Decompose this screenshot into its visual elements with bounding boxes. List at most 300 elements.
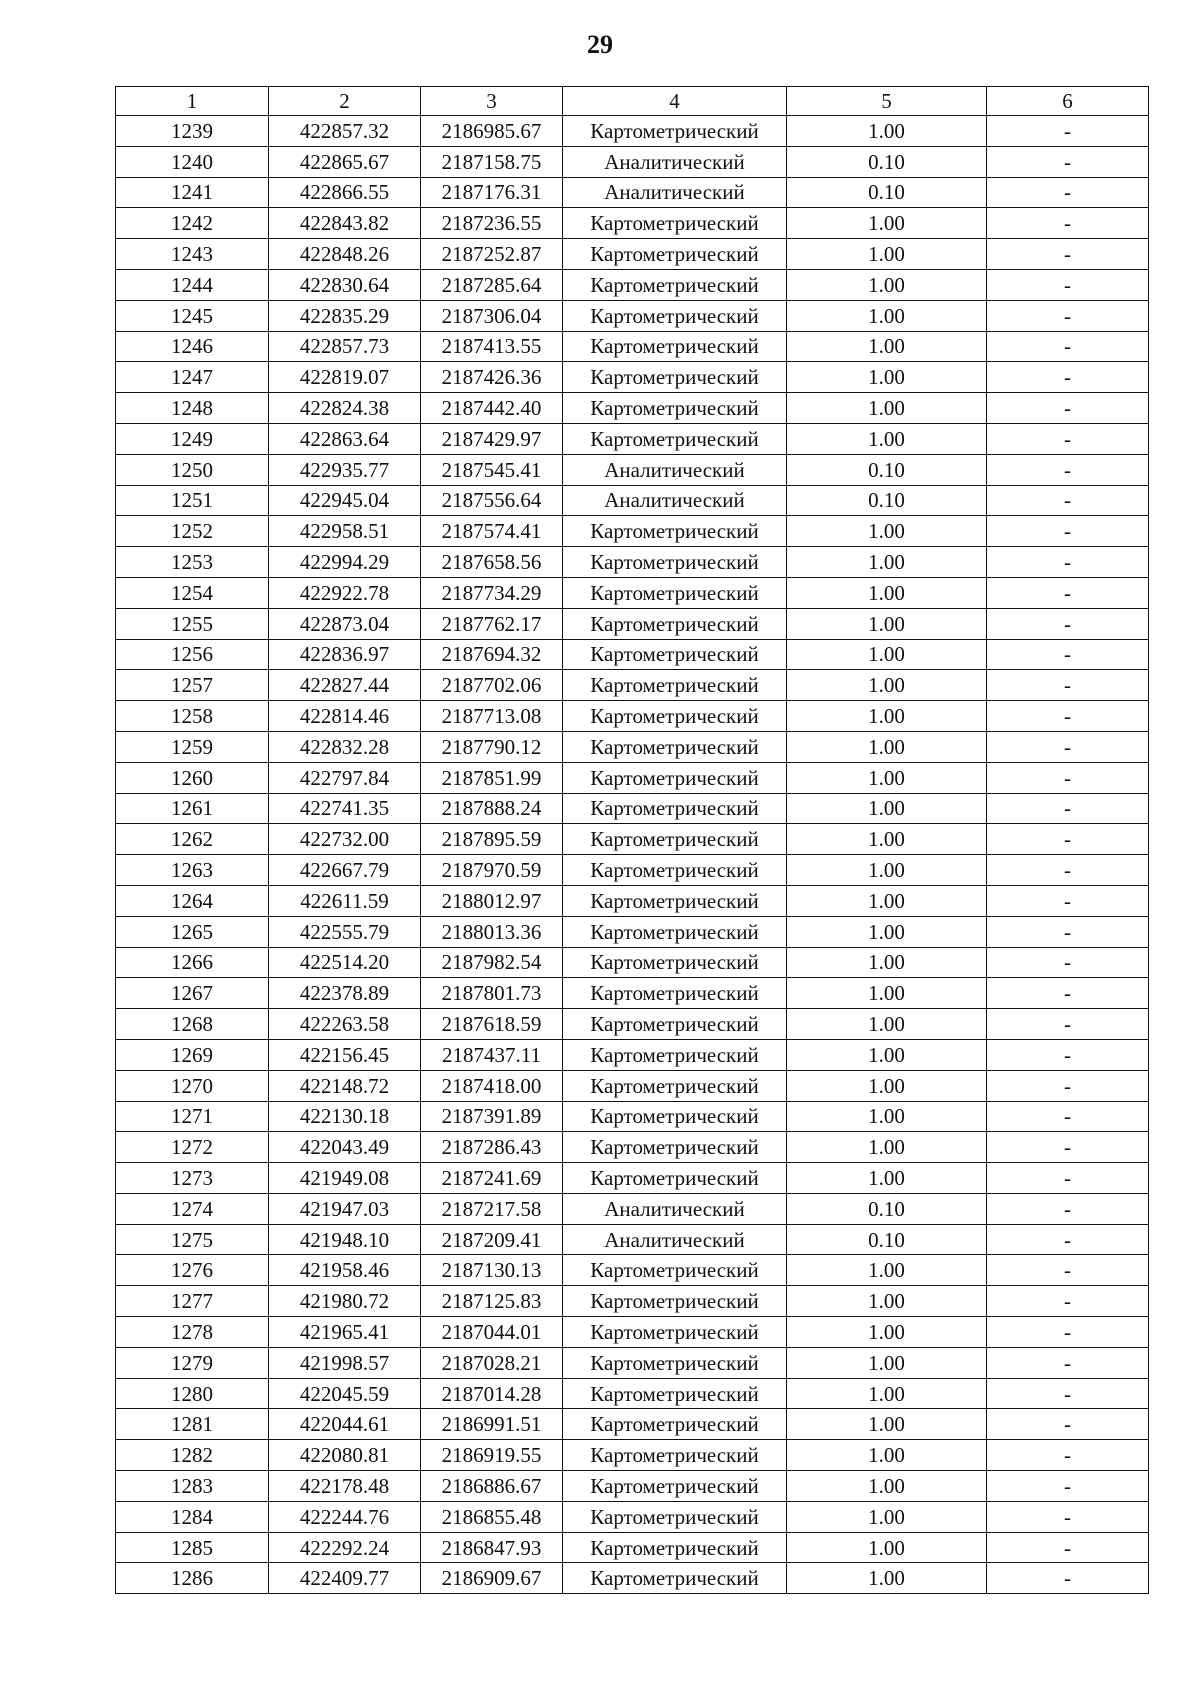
point-number-cell: 1254: [116, 577, 269, 608]
method-cell: Картометрический: [563, 1471, 787, 1502]
point-number-cell: 1240: [116, 146, 269, 177]
accuracy-cell: 1.00: [787, 855, 987, 886]
point-number-cell: 1243: [116, 239, 269, 270]
point-number-cell: 1284: [116, 1501, 269, 1532]
point-number-cell: 1245: [116, 300, 269, 331]
method-cell: Картометрический: [563, 1317, 787, 1348]
note-cell: -: [987, 1039, 1149, 1070]
point-number-cell: 1271: [116, 1101, 269, 1132]
note-cell: -: [987, 423, 1149, 454]
point-number-cell: 1275: [116, 1224, 269, 1255]
note-cell: -: [987, 824, 1149, 855]
table-row: [116, 670, 1149, 701]
method-cell: Картометрический: [563, 208, 787, 239]
y-coordinate-cell: 2187044.01: [421, 1317, 563, 1348]
point-number-cell: 1286: [116, 1563, 269, 1594]
accuracy-cell: 1.00: [787, 608, 987, 639]
x-coordinate-cell: 422156.45: [269, 1039, 421, 1070]
y-coordinate-cell: 2187734.29: [421, 577, 563, 608]
point-number-cell: 1272: [116, 1132, 269, 1163]
method-cell: Картометрический: [563, 1501, 787, 1532]
x-coordinate-cell: 422043.49: [269, 1132, 421, 1163]
y-coordinate-cell: 2188013.36: [421, 916, 563, 947]
accuracy-cell: 0.10: [787, 454, 987, 485]
x-coordinate-cell: 421949.08: [269, 1163, 421, 1194]
y-coordinate-cell: 2187790.12: [421, 731, 563, 762]
method-cell: Картометрический: [563, 947, 787, 978]
point-number-cell: 1265: [116, 916, 269, 947]
note-cell: -: [987, 547, 1149, 578]
y-coordinate-cell: 2186909.67: [421, 1563, 563, 1594]
column-header-1: 1: [116, 87, 269, 116]
y-coordinate-cell: 2187028.21: [421, 1347, 563, 1378]
note-cell: -: [987, 577, 1149, 608]
x-coordinate-cell: 422130.18: [269, 1101, 421, 1132]
table-row: [116, 885, 1149, 916]
accuracy-cell: 1.00: [787, 208, 987, 239]
y-coordinate-cell: 2187556.64: [421, 485, 563, 516]
x-coordinate-cell: 422994.29: [269, 547, 421, 578]
y-coordinate-cell: 2187125.83: [421, 1286, 563, 1317]
table-row: [116, 855, 1149, 886]
method-cell: Картометрический: [563, 1132, 787, 1163]
x-coordinate-cell: 422827.44: [269, 670, 421, 701]
table-row: [116, 547, 1149, 578]
table-row: [116, 269, 1149, 300]
table-row: [116, 1409, 1149, 1440]
note-cell: -: [987, 639, 1149, 670]
point-number-cell: 1251: [116, 485, 269, 516]
y-coordinate-cell: 2187713.08: [421, 701, 563, 732]
table-row: [116, 916, 1149, 947]
point-number-cell: 1241: [116, 177, 269, 208]
y-coordinate-cell: 2187217.58: [421, 1193, 563, 1224]
point-number-cell: 1273: [116, 1163, 269, 1194]
x-coordinate-cell: 422263.58: [269, 1009, 421, 1040]
x-coordinate-cell: 421958.46: [269, 1255, 421, 1286]
y-coordinate-cell: 2187851.99: [421, 762, 563, 793]
table-row: [116, 362, 1149, 393]
point-number-cell: 1244: [116, 269, 269, 300]
note-cell: -: [987, 1501, 1149, 1532]
table-header: [116, 87, 1149, 116]
note-cell: -: [987, 1378, 1149, 1409]
accuracy-cell: 0.10: [787, 485, 987, 516]
point-number-cell: 1274: [116, 1193, 269, 1224]
note-cell: -: [987, 1440, 1149, 1471]
method-cell: Картометрический: [563, 670, 787, 701]
note-cell: -: [987, 1101, 1149, 1132]
method-cell: Картометрический: [563, 639, 787, 670]
x-coordinate-cell: 422836.97: [269, 639, 421, 670]
x-coordinate-cell: 422958.51: [269, 516, 421, 547]
x-coordinate-cell: 422830.64: [269, 269, 421, 300]
point-number-cell: 1278: [116, 1317, 269, 1348]
y-coordinate-cell: 2187014.28: [421, 1378, 563, 1409]
method-cell: Аналитический: [563, 485, 787, 516]
accuracy-cell: 1.00: [787, 1039, 987, 1070]
note-cell: -: [987, 1009, 1149, 1040]
accuracy-cell: 1.00: [787, 1070, 987, 1101]
y-coordinate-cell: 2187391.89: [421, 1101, 563, 1132]
note-cell: -: [987, 454, 1149, 485]
note-cell: -: [987, 485, 1149, 516]
point-number-cell: 1250: [116, 454, 269, 485]
note-cell: -: [987, 1163, 1149, 1194]
method-cell: Картометрический: [563, 1347, 787, 1378]
note-cell: -: [987, 1070, 1149, 1101]
point-number-cell: 1258: [116, 701, 269, 732]
point-number-cell: 1261: [116, 793, 269, 824]
x-coordinate-cell: 422866.55: [269, 177, 421, 208]
table-row: [116, 423, 1149, 454]
method-cell: Картометрический: [563, 362, 787, 393]
y-coordinate-cell: 2186985.67: [421, 116, 563, 147]
coordinates-table: [115, 86, 1149, 1594]
table-row: [116, 116, 1149, 147]
point-number-cell: 1263: [116, 855, 269, 886]
x-coordinate-cell: 422863.64: [269, 423, 421, 454]
y-coordinate-cell: 2187895.59: [421, 824, 563, 855]
x-coordinate-cell: 422667.79: [269, 855, 421, 886]
accuracy-cell: 1.00: [787, 1501, 987, 1532]
y-coordinate-cell: 2187437.11: [421, 1039, 563, 1070]
note-cell: -: [987, 208, 1149, 239]
point-number-cell: 1279: [116, 1347, 269, 1378]
accuracy-cell: 1.00: [787, 701, 987, 732]
x-coordinate-cell: 422044.61: [269, 1409, 421, 1440]
y-coordinate-cell: 2187694.32: [421, 639, 563, 670]
accuracy-cell: 1.00: [787, 793, 987, 824]
table-row: [116, 454, 1149, 485]
table-row: [116, 1378, 1149, 1409]
note-cell: -: [987, 916, 1149, 947]
point-number-cell: 1259: [116, 731, 269, 762]
accuracy-cell: 1.00: [787, 1563, 987, 1594]
y-coordinate-cell: 2187418.00: [421, 1070, 563, 1101]
y-coordinate-cell: 2187209.41: [421, 1224, 563, 1255]
accuracy-cell: 1.00: [787, 762, 987, 793]
y-coordinate-cell: 2187574.41: [421, 516, 563, 547]
table-row: [116, 331, 1149, 362]
table-row: [116, 300, 1149, 331]
note-cell: -: [987, 116, 1149, 147]
table-row: [116, 1471, 1149, 1502]
point-number-cell: 1239: [116, 116, 269, 147]
x-coordinate-cell: 421980.72: [269, 1286, 421, 1317]
table-row: [116, 1132, 1149, 1163]
point-number-cell: 1281: [116, 1409, 269, 1440]
note-cell: -: [987, 608, 1149, 639]
table-row: [116, 516, 1149, 547]
method-cell: Картометрический: [563, 1532, 787, 1563]
point-number-cell: 1269: [116, 1039, 269, 1070]
accuracy-cell: 1.00: [787, 116, 987, 147]
note-cell: -: [987, 362, 1149, 393]
method-cell: Картометрический: [563, 1563, 787, 1594]
accuracy-cell: 1.00: [787, 1101, 987, 1132]
note-cell: -: [987, 1286, 1149, 1317]
x-coordinate-cell: 422935.77: [269, 454, 421, 485]
table-row: [116, 393, 1149, 424]
note-cell: -: [987, 1317, 1149, 1348]
point-number-cell: 1282: [116, 1440, 269, 1471]
y-coordinate-cell: 2187241.69: [421, 1163, 563, 1194]
x-coordinate-cell: 421948.10: [269, 1224, 421, 1255]
table-row: [116, 1193, 1149, 1224]
point-number-cell: 1268: [116, 1009, 269, 1040]
method-cell: Картометрический: [563, 855, 787, 886]
method-cell: Аналитический: [563, 177, 787, 208]
point-number-cell: 1285: [116, 1532, 269, 1563]
method-cell: Картометрический: [563, 1039, 787, 1070]
method-cell: Картометрический: [563, 239, 787, 270]
point-number-cell: 1277: [116, 1286, 269, 1317]
accuracy-cell: 1.00: [787, 423, 987, 454]
method-cell: Картометрический: [563, 516, 787, 547]
note-cell: -: [987, 885, 1149, 916]
point-number-cell: 1248: [116, 393, 269, 424]
method-cell: Картометрический: [563, 978, 787, 1009]
accuracy-cell: 1.00: [787, 1317, 987, 1348]
x-coordinate-cell: 422555.79: [269, 916, 421, 947]
table-row: [116, 731, 1149, 762]
method-cell: Картометрический: [563, 1101, 787, 1132]
accuracy-cell: 0.10: [787, 1224, 987, 1255]
note-cell: -: [987, 855, 1149, 886]
y-coordinate-cell: 2188012.97: [421, 885, 563, 916]
note-cell: -: [987, 1563, 1149, 1594]
y-coordinate-cell: 2187658.56: [421, 547, 563, 578]
x-coordinate-cell: 422514.20: [269, 947, 421, 978]
note-cell: -: [987, 1409, 1149, 1440]
point-number-cell: 1257: [116, 670, 269, 701]
x-coordinate-cell: 422178.48: [269, 1471, 421, 1502]
x-coordinate-cell: 422797.84: [269, 762, 421, 793]
y-coordinate-cell: 2187702.06: [421, 670, 563, 701]
table-row: [116, 1101, 1149, 1132]
x-coordinate-cell: 422819.07: [269, 362, 421, 393]
y-coordinate-cell: 2187442.40: [421, 393, 563, 424]
accuracy-cell: 1.00: [787, 947, 987, 978]
accuracy-cell: 1.00: [787, 670, 987, 701]
accuracy-cell: 0.10: [787, 1193, 987, 1224]
accuracy-cell: 1.00: [787, 1532, 987, 1563]
x-coordinate-cell: 422857.73: [269, 331, 421, 362]
accuracy-cell: 1.00: [787, 1163, 987, 1194]
note-cell: -: [987, 670, 1149, 701]
table-row: [116, 177, 1149, 208]
accuracy-cell: 1.00: [787, 1471, 987, 1502]
x-coordinate-cell: 421965.41: [269, 1317, 421, 1348]
table-row: [116, 1255, 1149, 1286]
y-coordinate-cell: 2187429.97: [421, 423, 563, 454]
y-coordinate-cell: 2187982.54: [421, 947, 563, 978]
point-number-cell: 1256: [116, 639, 269, 670]
method-cell: Аналитический: [563, 1224, 787, 1255]
table-row: [116, 793, 1149, 824]
table-row: [116, 1286, 1149, 1317]
y-coordinate-cell: 2187888.24: [421, 793, 563, 824]
table-row: [116, 824, 1149, 855]
point-number-cell: 1270: [116, 1070, 269, 1101]
method-cell: Картометрический: [563, 731, 787, 762]
accuracy-cell: 1.00: [787, 1132, 987, 1163]
method-cell: Картометрический: [563, 1009, 787, 1040]
table-row: [116, 1163, 1149, 1194]
note-cell: -: [987, 300, 1149, 331]
accuracy-cell: 1.00: [787, 393, 987, 424]
x-coordinate-cell: 422292.24: [269, 1532, 421, 1563]
column-header-2: 2: [269, 87, 421, 116]
note-cell: -: [987, 731, 1149, 762]
y-coordinate-cell: 2187252.87: [421, 239, 563, 270]
accuracy-cell: 1.00: [787, 547, 987, 578]
y-coordinate-cell: 2186919.55: [421, 1440, 563, 1471]
x-coordinate-cell: 422814.46: [269, 701, 421, 732]
x-coordinate-cell: 421998.57: [269, 1347, 421, 1378]
point-number-cell: 1252: [116, 516, 269, 547]
method-cell: Аналитический: [563, 146, 787, 177]
accuracy-cell: 1.00: [787, 1009, 987, 1040]
note-cell: -: [987, 146, 1149, 177]
method-cell: Картометрический: [563, 701, 787, 732]
x-coordinate-cell: 422741.35: [269, 793, 421, 824]
table-row: [116, 208, 1149, 239]
method-cell: Картометрический: [563, 793, 787, 824]
accuracy-cell: 1.00: [787, 885, 987, 916]
note-cell: -: [987, 269, 1149, 300]
accuracy-cell: 1.00: [787, 331, 987, 362]
x-coordinate-cell: 422945.04: [269, 485, 421, 516]
note-cell: -: [987, 1224, 1149, 1255]
y-coordinate-cell: 2187618.59: [421, 1009, 563, 1040]
accuracy-cell: 1.00: [787, 269, 987, 300]
point-number-cell: 1264: [116, 885, 269, 916]
x-coordinate-cell: 422080.81: [269, 1440, 421, 1471]
y-coordinate-cell: 2186991.51: [421, 1409, 563, 1440]
accuracy-cell: 1.00: [787, 577, 987, 608]
table-row: [116, 947, 1149, 978]
y-coordinate-cell: 2187158.75: [421, 146, 563, 177]
method-cell: Аналитический: [563, 454, 787, 485]
table-row: [116, 978, 1149, 1009]
method-cell: Картометрический: [563, 269, 787, 300]
method-cell: Картометрический: [563, 608, 787, 639]
note-cell: -: [987, 1347, 1149, 1378]
y-coordinate-cell: 2187801.73: [421, 978, 563, 1009]
page-number: 29: [587, 30, 613, 59]
method-cell: Картометрический: [563, 331, 787, 362]
method-cell: Картометрический: [563, 1409, 787, 1440]
accuracy-cell: 1.00: [787, 516, 987, 547]
note-cell: -: [987, 762, 1149, 793]
method-cell: Картометрический: [563, 393, 787, 424]
point-number-cell: 1276: [116, 1255, 269, 1286]
note-cell: -: [987, 1532, 1149, 1563]
y-coordinate-cell: 2187545.41: [421, 454, 563, 485]
accuracy-cell: 1.00: [787, 1286, 987, 1317]
method-cell: Картометрический: [563, 916, 787, 947]
x-coordinate-cell: 422409.77: [269, 1563, 421, 1594]
point-number-cell: 1249: [116, 423, 269, 454]
y-coordinate-cell: 2187970.59: [421, 855, 563, 886]
accuracy-cell: 1.00: [787, 1347, 987, 1378]
note-cell: -: [987, 331, 1149, 362]
table-row: [116, 1347, 1149, 1378]
note-cell: -: [987, 393, 1149, 424]
column-header-5: 5: [787, 87, 987, 116]
point-number-cell: 1242: [116, 208, 269, 239]
column-header-4: 4: [563, 87, 787, 116]
column-header-6: 6: [987, 87, 1149, 116]
table-row: [116, 1009, 1149, 1040]
point-number-cell: 1247: [116, 362, 269, 393]
note-cell: -: [987, 947, 1149, 978]
accuracy-cell: 1.00: [787, 978, 987, 1009]
y-coordinate-cell: 2187176.31: [421, 177, 563, 208]
x-coordinate-cell: 422244.76: [269, 1501, 421, 1532]
table-row: [116, 1532, 1149, 1563]
accuracy-cell: 0.10: [787, 146, 987, 177]
accuracy-cell: 0.10: [787, 177, 987, 208]
point-number-cell: 1283: [116, 1471, 269, 1502]
method-cell: Картометрический: [563, 300, 787, 331]
point-number-cell: 1267: [116, 978, 269, 1009]
y-coordinate-cell: 2186847.93: [421, 1532, 563, 1563]
note-cell: -: [987, 177, 1149, 208]
y-coordinate-cell: 2187286.43: [421, 1132, 563, 1163]
table-row: [116, 577, 1149, 608]
column-header-3: 3: [421, 87, 563, 116]
accuracy-cell: 1.00: [787, 639, 987, 670]
x-coordinate-cell: 421947.03: [269, 1193, 421, 1224]
x-coordinate-cell: 422843.82: [269, 208, 421, 239]
accuracy-cell: 1.00: [787, 1409, 987, 1440]
y-coordinate-cell: 2187306.04: [421, 300, 563, 331]
x-coordinate-cell: 422922.78: [269, 577, 421, 608]
method-cell: Картометрический: [563, 762, 787, 793]
x-coordinate-cell: 422611.59: [269, 885, 421, 916]
note-cell: -: [987, 1471, 1149, 1502]
method-cell: Картометрический: [563, 885, 787, 916]
table-row: [116, 1563, 1149, 1594]
note-cell: -: [987, 1255, 1149, 1286]
x-coordinate-cell: 422835.29: [269, 300, 421, 331]
accuracy-cell: 1.00: [787, 916, 987, 947]
y-coordinate-cell: 2187236.55: [421, 208, 563, 239]
method-cell: Картометрический: [563, 547, 787, 578]
note-cell: -: [987, 701, 1149, 732]
method-cell: Картометрический: [563, 1440, 787, 1471]
table-row: [116, 701, 1149, 732]
table-row: [116, 1224, 1149, 1255]
table-row: [116, 485, 1149, 516]
point-number-cell: 1255: [116, 608, 269, 639]
point-number-cell: 1260: [116, 762, 269, 793]
method-cell: Картометрический: [563, 1163, 787, 1194]
accuracy-cell: 1.00: [787, 239, 987, 270]
table-row: [116, 146, 1149, 177]
note-cell: -: [987, 516, 1149, 547]
x-coordinate-cell: 422824.38: [269, 393, 421, 424]
table-body: [116, 116, 1149, 1594]
note-cell: -: [987, 1193, 1149, 1224]
point-number-cell: 1246: [116, 331, 269, 362]
table-row: [116, 1317, 1149, 1348]
x-coordinate-cell: 422873.04: [269, 608, 421, 639]
y-coordinate-cell: 2186886.67: [421, 1471, 563, 1502]
